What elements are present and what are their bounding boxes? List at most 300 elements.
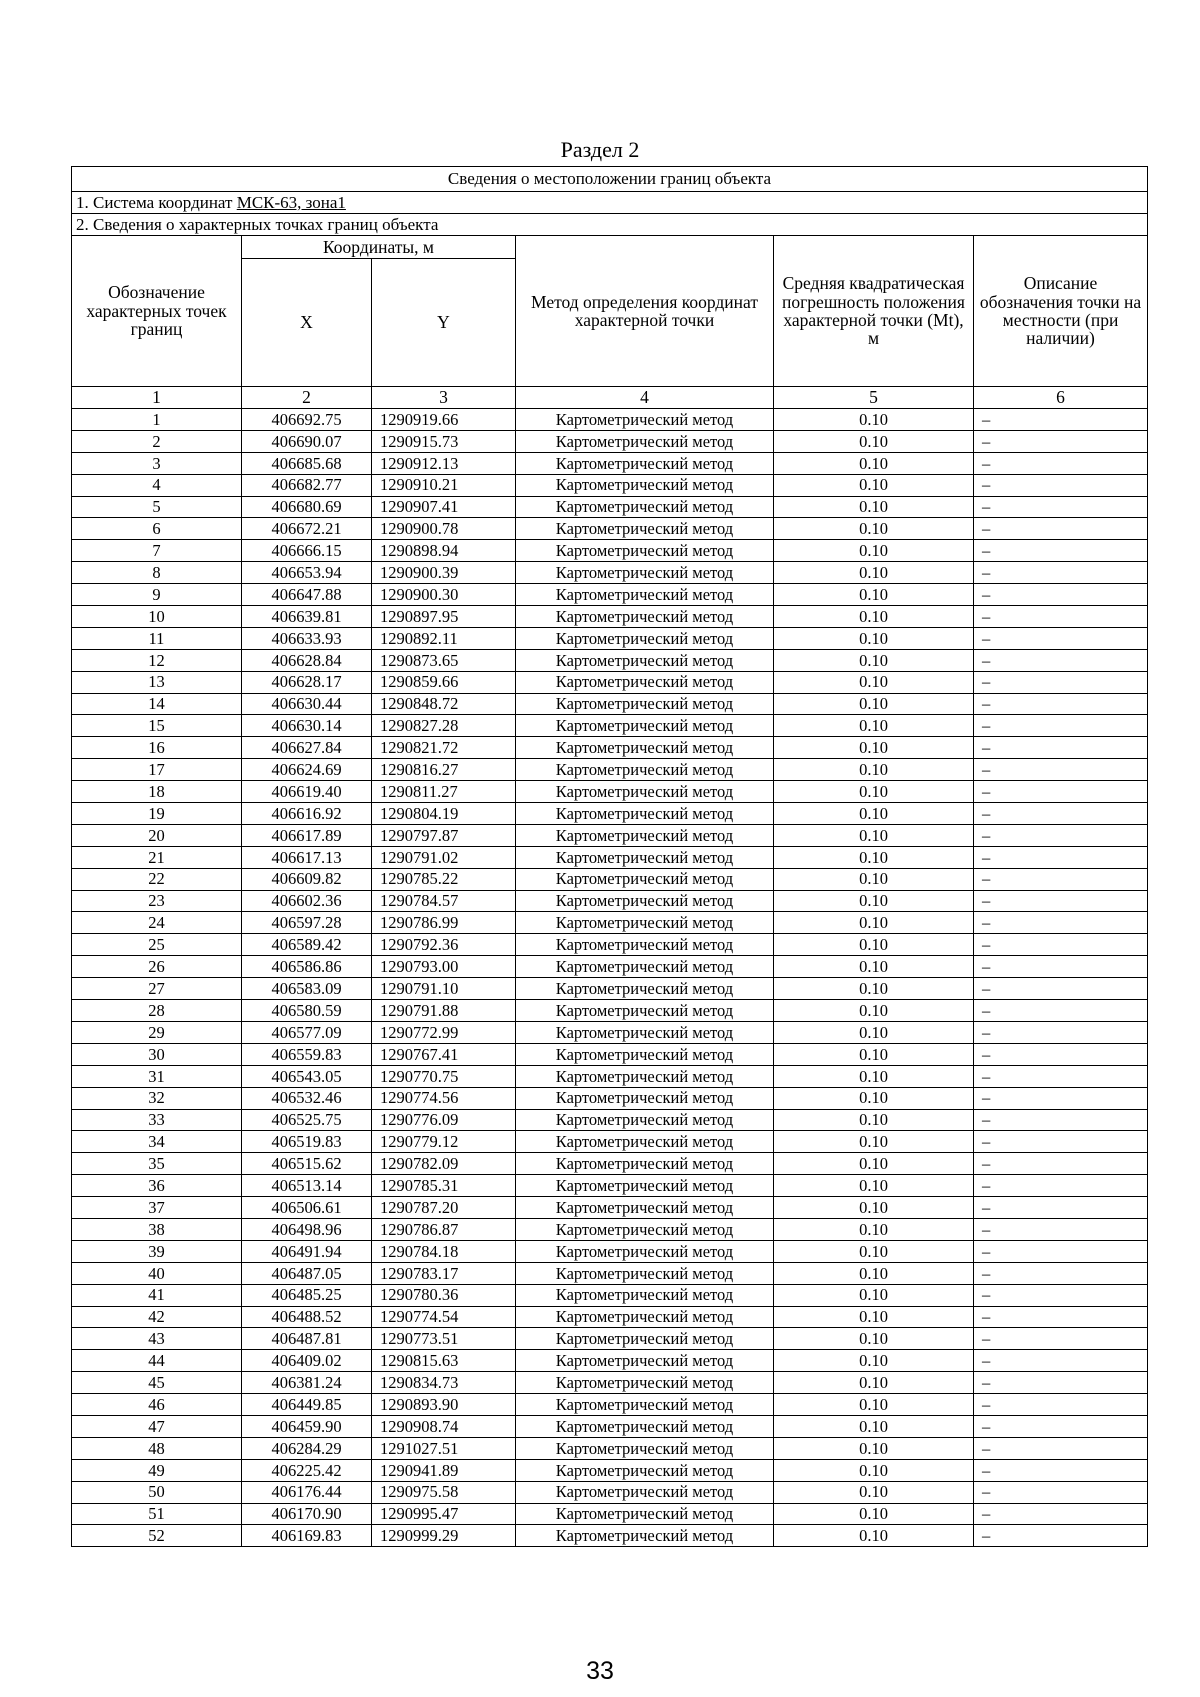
mean-square-error-cell: 0.10 [774,1175,974,1197]
table-row [72,584,1148,606]
table-row [72,1284,1148,1306]
method-cell: Картометрический метод [516,1503,774,1525]
mean-square-error-cell: 0.10 [774,1109,974,1131]
point-number-cell: 24 [72,912,242,934]
method-cell: Картометрический метод [516,1153,774,1175]
point-number-cell: 4 [72,474,242,496]
y-coordinate-cell: 1290811.27 [372,781,516,803]
column-number: 3 [372,387,516,409]
y-coordinate-cell: 1290827.28 [372,715,516,737]
table-row [72,803,1148,825]
y-coordinate-cell: 1290897.95 [372,606,516,628]
y-coordinate-cell: 1290816.27 [372,759,516,781]
y-coordinate-cell: 1290784.18 [372,1240,516,1262]
y-coordinate-cell: 1290791.02 [372,846,516,868]
point-number-cell: 32 [72,1087,242,1109]
point-number-cell: 34 [72,1131,242,1153]
y-coordinate-cell: 1290900.39 [372,562,516,584]
y-coordinate-cell: 1290941.89 [372,1459,516,1481]
method-cell: Картометрический метод [516,781,774,803]
point-number-cell: 29 [72,1021,242,1043]
description-cell: – [974,409,1148,431]
method-cell: Картометрический метод [516,649,774,671]
header-error: Средняя квадратическая погрешность положения характерной точки (Mt), м [774,236,974,387]
mean-square-error-cell: 0.10 [774,1328,974,1350]
point-number-cell: 51 [72,1503,242,1525]
table-row [72,1328,1148,1350]
point-number-cell: 37 [72,1197,242,1219]
y-coordinate-cell: 1290774.54 [372,1306,516,1328]
method-cell: Картометрический метод [516,1525,774,1547]
description-cell: – [974,540,1148,562]
y-coordinate-cell: 1290791.10 [372,978,516,1000]
method-cell: Картометрический метод [516,803,774,825]
point-number-cell: 15 [72,715,242,737]
description-cell: – [974,759,1148,781]
x-coordinate-cell: 406617.89 [242,824,372,846]
method-cell: Картометрический метод [516,1459,774,1481]
x-coordinate-cell: 406515.62 [242,1153,372,1175]
method-cell: Картометрический метод [516,1394,774,1416]
description-cell: – [974,846,1148,868]
y-coordinate-cell: 1290797.87 [372,824,516,846]
table-row [72,518,1148,540]
x-coordinate-cell: 406532.46 [242,1087,372,1109]
description-cell: – [974,627,1148,649]
y-coordinate-cell: 1290975.58 [372,1481,516,1503]
method-cell: Картометрический метод [516,759,774,781]
table-row [72,562,1148,584]
x-coordinate-cell: 406381.24 [242,1372,372,1394]
y-coordinate-cell: 1290784.57 [372,890,516,912]
method-cell: Картометрический метод [516,1218,774,1240]
x-coordinate-cell: 406597.28 [242,912,372,934]
column-number: 6 [974,387,1148,409]
point-number-cell: 14 [72,693,242,715]
point-number-cell: 44 [72,1350,242,1372]
x-coordinate-cell: 406559.83 [242,1043,372,1065]
method-cell: Картометрический метод [516,671,774,693]
point-number-cell: 52 [72,1525,242,1547]
mean-square-error-cell: 0.10 [774,474,974,496]
method-cell: Картометрический метод [516,1065,774,1087]
x-coordinate-cell: 406617.13 [242,846,372,868]
table-row [72,1000,1148,1022]
method-cell: Картометрический метод [516,1197,774,1219]
points-heading: 2. Сведения о характерных точках границ объекта [72,214,1148,236]
table-row [72,496,1148,518]
description-cell: – [974,824,1148,846]
description-cell: – [974,1372,1148,1394]
table-row [72,1131,1148,1153]
point-number-cell: 5 [72,496,242,518]
description-cell: – [974,868,1148,890]
method-cell: Картометрический метод [516,496,774,518]
y-coordinate-cell: 1290787.20 [372,1197,516,1219]
x-coordinate-cell: 406169.83 [242,1525,372,1547]
mean-square-error-cell: 0.10 [774,1262,974,1284]
mean-square-error-cell: 0.10 [774,1503,974,1525]
mean-square-error-cell: 0.10 [774,1065,974,1087]
header-y: Y [372,259,516,387]
point-number-cell: 19 [72,803,242,825]
mean-square-error-cell: 0.10 [774,1415,974,1437]
y-coordinate-cell: 1290900.30 [372,584,516,606]
x-coordinate-cell: 406630.14 [242,715,372,737]
table-title-row [72,167,1148,192]
method-cell: Картометрический метод [516,1437,774,1459]
column-number: 5 [774,387,974,409]
mean-square-error-cell: 0.10 [774,1394,974,1416]
table-row [72,1153,1148,1175]
point-number-cell: 11 [72,627,242,649]
y-coordinate-cell: 1290770.75 [372,1065,516,1087]
method-cell: Картометрический метод [516,1306,774,1328]
method-cell: Картометрический метод [516,452,774,474]
point-number-cell: 12 [72,649,242,671]
page-number: 33 [586,1657,614,1685]
mean-square-error-cell: 0.10 [774,1306,974,1328]
table-row [72,1459,1148,1481]
boundary-points-table [71,166,1148,1547]
column-number: 2 [242,387,372,409]
column-numbers-row [72,387,1148,409]
mean-square-error-cell: 0.10 [774,824,974,846]
method-cell: Картометрический метод [516,1087,774,1109]
mean-square-error-cell: 0.10 [774,1153,974,1175]
method-cell: Картометрический метод [516,1240,774,1262]
table-row [72,1262,1148,1284]
description-cell: – [974,1503,1148,1525]
description-cell: – [974,1262,1148,1284]
mean-square-error-cell: 0.10 [774,715,974,737]
x-coordinate-cell: 406459.90 [242,1415,372,1437]
mean-square-error-cell: 0.10 [774,1131,974,1153]
y-coordinate-cell: 1290995.47 [372,1503,516,1525]
description-cell: – [974,671,1148,693]
x-coordinate-cell: 406485.25 [242,1284,372,1306]
y-coordinate-cell: 1290999.29 [372,1525,516,1547]
table-row [72,956,1148,978]
point-number-cell: 17 [72,759,242,781]
table-row [72,1087,1148,1109]
table-row [72,912,1148,934]
point-number-cell: 20 [72,824,242,846]
description-cell: – [974,1043,1148,1065]
description-cell: – [974,978,1148,1000]
table-body [72,167,1148,409]
method-cell: Картометрический метод [516,1175,774,1197]
y-coordinate-cell: 1290892.11 [372,627,516,649]
x-coordinate-cell: 406498.96 [242,1218,372,1240]
method-cell: Картометрический метод [516,890,774,912]
x-coordinate-cell: 406487.05 [242,1262,372,1284]
method-cell: Картометрический метод [516,1328,774,1350]
method-cell: Картометрический метод [516,1350,774,1372]
method-cell: Картометрический метод [516,1372,774,1394]
x-coordinate-cell: 406176.44 [242,1481,372,1503]
method-cell: Картометрический метод [516,409,774,431]
method-cell: Картометрический метод [516,846,774,868]
table-row [72,649,1148,671]
point-number-cell: 26 [72,956,242,978]
description-cell: – [974,1481,1148,1503]
y-coordinate-cell: 1290848.72 [372,693,516,715]
mean-square-error-cell: 0.10 [774,1043,974,1065]
method-cell: Картометрический метод [516,1109,774,1131]
y-coordinate-cell: 1290785.31 [372,1175,516,1197]
table-row [72,1415,1148,1437]
description-cell: – [974,1109,1148,1131]
mean-square-error-cell: 0.10 [774,803,974,825]
y-coordinate-cell: 1290779.12 [372,1131,516,1153]
table-row [72,1306,1148,1328]
description-cell: – [974,737,1148,759]
table-row [72,890,1148,912]
description-cell: – [974,1437,1148,1459]
x-coordinate-cell: 406653.94 [242,562,372,584]
table-row [72,1175,1148,1197]
y-coordinate-cell: 1290893.90 [372,1394,516,1416]
point-number-cell: 2 [72,430,242,452]
table-row [72,759,1148,781]
description-cell: – [974,781,1148,803]
table-row [72,430,1148,452]
y-coordinate-cell: 1291027.51 [372,1437,516,1459]
x-coordinate-cell: 406580.59 [242,1000,372,1022]
y-coordinate-cell: 1290772.99 [372,1021,516,1043]
mean-square-error-cell: 0.10 [774,518,974,540]
y-coordinate-cell: 1290792.36 [372,934,516,956]
method-cell: Картометрический метод [516,606,774,628]
method-cell: Картометрический метод [516,1021,774,1043]
table-row [72,1481,1148,1503]
y-coordinate-cell: 1290791.88 [372,1000,516,1022]
method-cell: Картометрический метод [516,934,774,956]
table-row [72,846,1148,868]
method-cell: Картометрический метод [516,956,774,978]
mean-square-error-cell: 0.10 [774,1021,974,1043]
table-row [72,693,1148,715]
x-coordinate-cell: 406577.09 [242,1021,372,1043]
table-row [72,1197,1148,1219]
description-cell: – [974,1459,1148,1481]
table-row [72,868,1148,890]
description-cell: – [974,1153,1148,1175]
x-coordinate-cell: 406449.85 [242,1394,372,1416]
point-number-cell: 50 [72,1481,242,1503]
mean-square-error-cell: 0.10 [774,737,974,759]
mean-square-error-cell: 0.10 [774,934,974,956]
table-row [72,824,1148,846]
y-coordinate-cell: 1290793.00 [372,956,516,978]
x-coordinate-cell: 406543.05 [242,1065,372,1087]
description-cell: – [974,496,1148,518]
mean-square-error-cell: 0.10 [774,452,974,474]
y-coordinate-cell: 1290915.73 [372,430,516,452]
x-coordinate-cell: 406491.94 [242,1240,372,1262]
x-coordinate-cell: 406583.09 [242,978,372,1000]
point-number-cell: 10 [72,606,242,628]
description-cell: – [974,1415,1148,1437]
point-number-cell: 7 [72,540,242,562]
y-coordinate-cell: 1290859.66 [372,671,516,693]
x-coordinate-cell: 406609.82 [242,868,372,890]
description-cell: – [974,693,1148,715]
y-coordinate-cell: 1290785.22 [372,868,516,890]
header-description: Описание обозначения точки на местности (при наличии) [974,236,1148,387]
mean-square-error-cell: 0.10 [774,1372,974,1394]
x-coordinate-cell: 406680.69 [242,496,372,518]
mean-square-error-cell: 0.10 [774,671,974,693]
y-coordinate-cell: 1290908.74 [372,1415,516,1437]
header-x: X [242,259,372,387]
y-coordinate-cell: 1290821.72 [372,737,516,759]
method-cell: Картометрический метод [516,1415,774,1437]
description-cell: – [974,1000,1148,1022]
mean-square-error-cell: 0.10 [774,846,974,868]
description-cell: – [974,474,1148,496]
y-coordinate-cell: 1290786.99 [372,912,516,934]
description-cell: – [974,1021,1148,1043]
x-coordinate-cell: 406682.77 [242,474,372,496]
coord-system-row [72,192,1148,214]
point-number-cell: 35 [72,1153,242,1175]
method-cell: Картометрический метод [516,1000,774,1022]
x-coordinate-cell: 406628.84 [242,649,372,671]
table-row [72,606,1148,628]
header-point: Обозначение характерных точек границ [72,236,242,387]
description-cell: – [974,890,1148,912]
coord-system-value: МСК-63, зона1 [236,192,346,212]
table-row [72,1372,1148,1394]
header-row-1 [72,236,1148,259]
description-cell: – [974,562,1148,584]
mean-square-error-cell: 0.10 [774,409,974,431]
point-number-cell: 45 [72,1372,242,1394]
point-number-cell: 42 [72,1306,242,1328]
y-coordinate-cell: 1290783.17 [372,1262,516,1284]
description-cell: – [974,934,1148,956]
method-cell: Картометрический метод [516,1131,774,1153]
method-cell: Картометрический метод [516,430,774,452]
point-number-cell: 22 [72,868,242,890]
mean-square-error-cell: 0.10 [774,759,974,781]
point-number-cell: 1 [72,409,242,431]
description-cell: – [974,1131,1148,1153]
table-row [72,934,1148,956]
table-row [72,1065,1148,1087]
y-coordinate-cell: 1290780.36 [372,1284,516,1306]
x-coordinate-cell: 406589.42 [242,934,372,956]
y-coordinate-cell: 1290919.66 [372,409,516,431]
mean-square-error-cell: 0.10 [774,1218,974,1240]
description-cell: – [974,452,1148,474]
mean-square-error-cell: 0.10 [774,1000,974,1022]
x-coordinate-cell: 406633.93 [242,627,372,649]
y-coordinate-cell: 1290804.19 [372,803,516,825]
mean-square-error-cell: 0.10 [774,1240,974,1262]
mean-square-error-cell: 0.10 [774,1437,974,1459]
column-number: 1 [72,387,242,409]
x-coordinate-cell: 406628.17 [242,671,372,693]
description-cell: – [974,1175,1148,1197]
x-coordinate-cell: 406284.29 [242,1437,372,1459]
method-cell: Картометрический метод [516,1481,774,1503]
y-coordinate-cell: 1290834.73 [372,1372,516,1394]
method-cell: Картометрический метод [516,540,774,562]
point-number-cell: 36 [72,1175,242,1197]
mean-square-error-cell: 0.10 [774,584,974,606]
table-row [72,715,1148,737]
point-number-cell: 41 [72,1284,242,1306]
table-row [72,1437,1148,1459]
point-number-cell: 38 [72,1218,242,1240]
method-cell: Картометрический метод [516,627,774,649]
x-coordinate-cell: 406685.68 [242,452,372,474]
point-number-cell: 9 [72,584,242,606]
table-row [72,1350,1148,1372]
x-coordinate-cell: 406666.15 [242,540,372,562]
point-number-cell: 40 [72,1262,242,1284]
mean-square-error-cell: 0.10 [774,978,974,1000]
x-coordinate-cell: 406225.42 [242,1459,372,1481]
table-row [72,1525,1148,1547]
method-cell: Картометрический метод [516,868,774,890]
mean-square-error-cell: 0.10 [774,649,974,671]
y-coordinate-cell: 1290773.51 [372,1328,516,1350]
x-coordinate-cell: 406647.88 [242,584,372,606]
points-heading-row [72,214,1148,236]
table-row [72,474,1148,496]
table-row [72,781,1148,803]
mean-square-error-cell: 0.10 [774,912,974,934]
x-coordinate-cell: 406627.84 [242,737,372,759]
x-coordinate-cell: 406586.86 [242,956,372,978]
point-number-cell: 47 [72,1415,242,1437]
description-cell: – [974,912,1148,934]
method-cell: Картометрический метод [516,1284,774,1306]
y-coordinate-cell: 1290815.63 [372,1350,516,1372]
y-coordinate-cell: 1290776.09 [372,1109,516,1131]
x-coordinate-cell: 406170.90 [242,1503,372,1525]
y-coordinate-cell: 1290910.21 [372,474,516,496]
method-cell: Картометрический метод [516,824,774,846]
x-coordinate-cell: 406692.75 [242,409,372,431]
x-coordinate-cell: 406619.40 [242,781,372,803]
description-cell: – [974,1525,1148,1547]
table-row [72,1109,1148,1131]
description-cell: – [974,803,1148,825]
method-cell: Картометрический метод [516,693,774,715]
description-cell: – [974,956,1148,978]
point-number-cell: 28 [72,1000,242,1022]
mean-square-error-cell: 0.10 [774,868,974,890]
point-number-cell: 43 [72,1328,242,1350]
table-row [72,627,1148,649]
point-number-cell: 8 [72,562,242,584]
point-number-cell: 31 [72,1065,242,1087]
point-number-cell: 48 [72,1437,242,1459]
x-coordinate-cell: 406487.81 [242,1328,372,1350]
description-cell: – [974,649,1148,671]
table-row [72,1021,1148,1043]
point-number-cell: 30 [72,1043,242,1065]
description-cell: – [974,1065,1148,1087]
description-cell: – [974,1284,1148,1306]
x-coordinate-cell: 406602.36 [242,890,372,912]
y-coordinate-cell: 1290912.13 [372,452,516,474]
